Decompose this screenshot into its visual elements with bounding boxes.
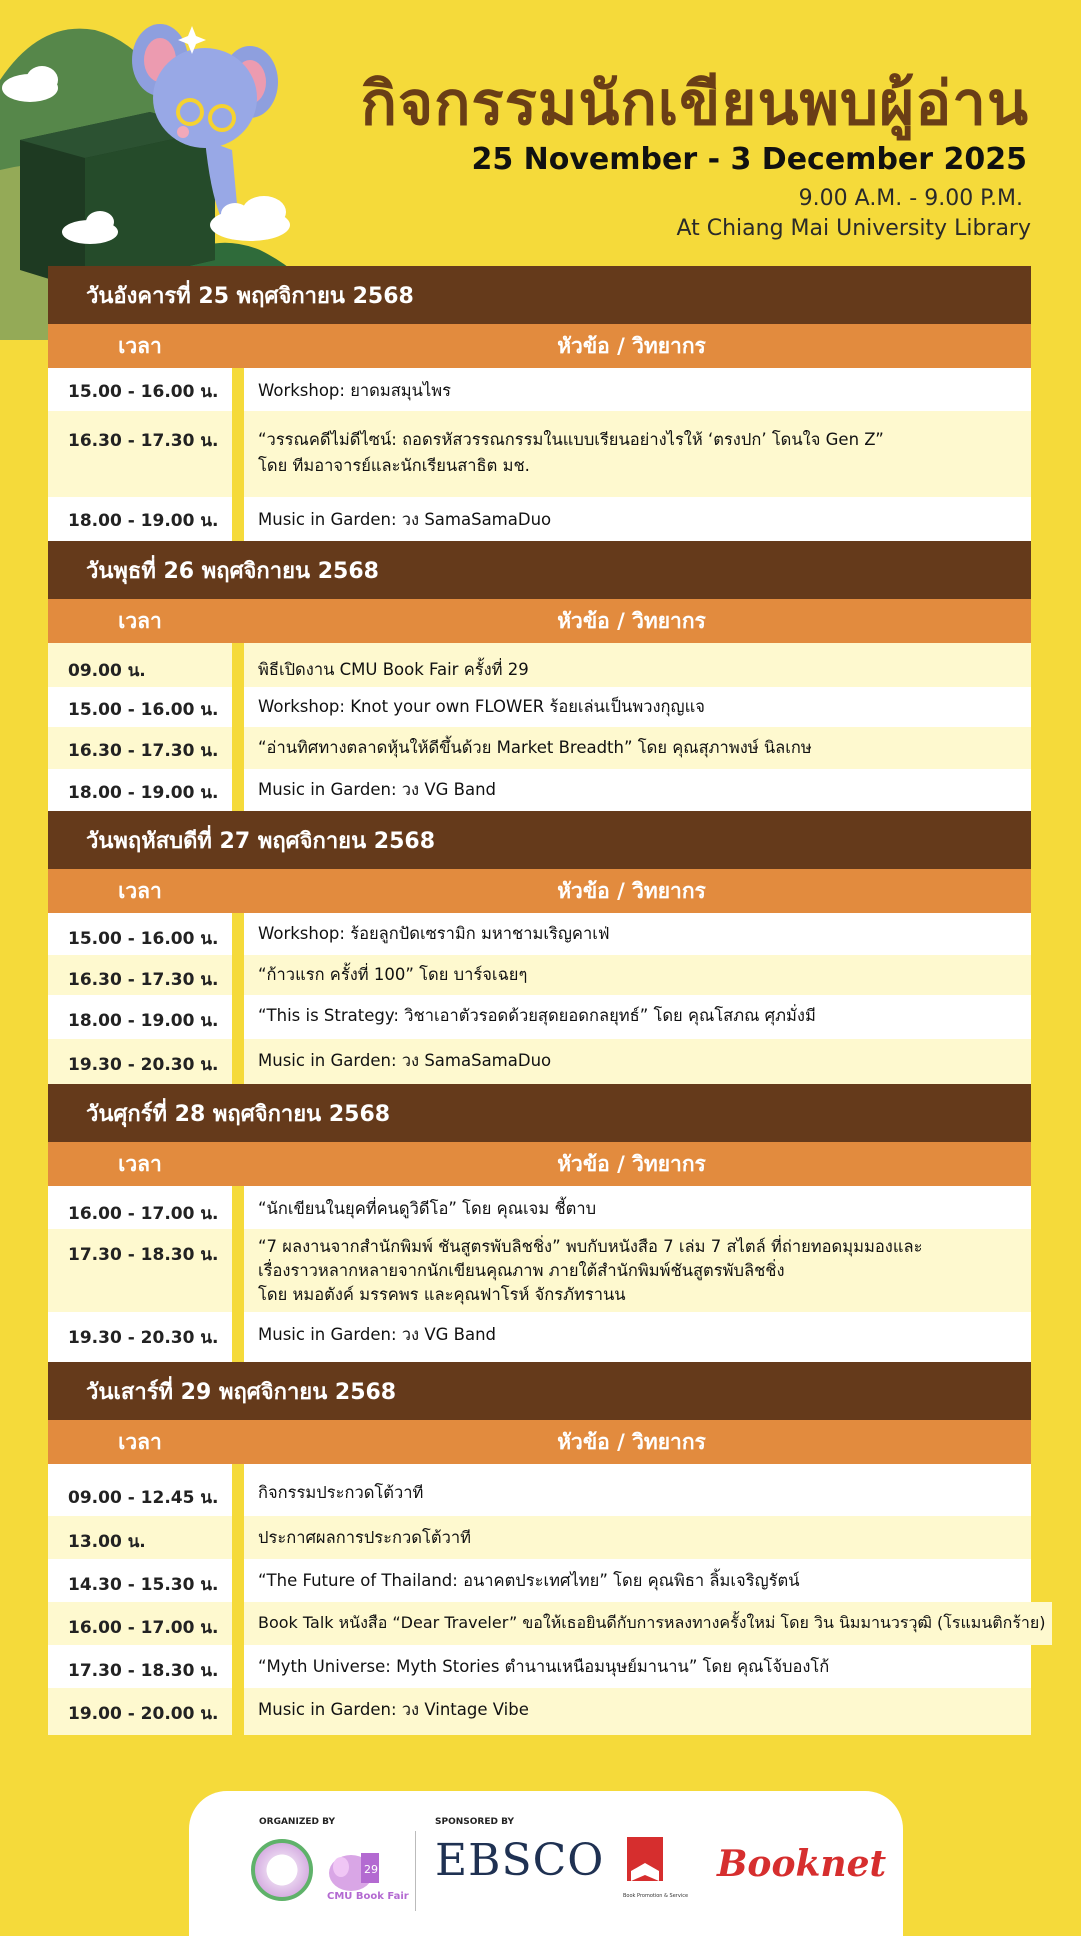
session-time: 16.30 - 17.30 น. <box>48 727 232 769</box>
session-topic: Book Talk หนังสือ “Dear Traveler” ขอให้เธอยินดีกับการหลงทางครั้งใหม่ โดย วิน นิมมานวรวุฒิ (โรแมนติกร้าย) <box>244 1602 1052 1645</box>
session-row <box>48 411 1031 497</box>
sponsor-footer <box>189 1791 903 1936</box>
day-header: วันอังคารที่ 25 พฤศจิกายน 2568 <box>48 266 1031 324</box>
session-row <box>48 1464 1031 1516</box>
column-header-time: เวลา <box>118 608 162 633</box>
session-topic: พิธีเปิดงาน CMU Book Fair ครั้งที่ 29 <box>244 643 1031 687</box>
sponsored-by-label: SPONSORED BY <box>435 1817 514 1827</box>
book-promotion-caption: Book Promotion & Service <box>623 1893 689 1899</box>
session-row <box>48 1186 1031 1229</box>
session-topic: “7 ผลงานจากสำนักพิมพ์ ชันสูตรพับลิชชิ่ง” พบกับหนังสือ 7 เล่ม 7 สไตล์ ที่ถ่ายทอดมุมมองและ เรื่องราวหลากหลายจากนักเขียนคุณภาพ ภายใต้สำนักพิมพ์ชันสูตรพับลิชชิ่ง โดย หมอตังค์ มรรคพร และคุณฟาโรห์ จักรภัทรานน <box>244 1229 1031 1312</box>
session-time: 16.30 - 17.30 น. <box>48 411 232 497</box>
column-header-time: เวลา <box>118 1429 162 1454</box>
session-topic: “This is Strategy: วิชาเอาตัวรอดด้วยสุดยอดกลยุทธ์” โดย คุณโสภณ ศุภมั่งมี <box>244 995 1031 1039</box>
organized-by-label: ORGANIZED BY <box>259 1817 335 1827</box>
column-header-topic: หัวข้อ / วิทยากร <box>557 878 706 903</box>
event-dates: 25 November - 3 December 2025 <box>471 142 1027 177</box>
column-header-topic: หัวข้อ / วิทยากร <box>557 333 706 358</box>
session-row <box>48 643 1031 687</box>
session-time: 13.00 น. <box>48 1516 232 1559</box>
session-topic: Workshop: Knot your own FLOWER ร้อยเล่นเป็นพวงกุญแจ <box>244 687 1031 727</box>
session-row <box>48 955 1031 995</box>
booknet-logo: Booknet <box>717 1843 887 1885</box>
session-row <box>48 1559 1031 1602</box>
session-time: 14.30 - 15.30 น. <box>48 1559 232 1602</box>
column-header-topic: หัวข้อ / วิทยากร <box>557 1151 706 1176</box>
event-time: 9.00 A.M. - 9.00 P.M. <box>798 186 1023 211</box>
session-time: 17.30 - 18.30 น. <box>48 1645 232 1688</box>
session-row <box>48 1229 1031 1312</box>
session-topic: Music in Garden: วง VG Band <box>244 1312 1031 1362</box>
session-time: 17.30 - 18.30 น. <box>48 1229 232 1312</box>
session-topic: ประกาศผลการประกวดโต้วาที <box>244 1516 1031 1559</box>
session-topic: “Myth Universe: Myth Stories ตำนานเหนือมนุษย์มานาน” โดย คุณโจ้บองโก้ <box>244 1645 1031 1688</box>
session-topic: “ก้าวแรก ครั้งที่ 100” โดย บาร์จเฉยๆ <box>244 955 1031 995</box>
session-row <box>48 1688 1031 1735</box>
session-topic: Music in Garden: วง VG Band <box>244 769 1031 811</box>
session-time: 19.30 - 20.30 น. <box>48 1312 232 1362</box>
session-time: 16.00 - 17.00 น. <box>48 1602 232 1645</box>
cmu-logo-number: 29 <box>364 1863 378 1876</box>
day-header: วันพุธที่ 26 พฤศจิกายน 2568 <box>48 541 1031 599</box>
column-header-row <box>48 1142 1031 1186</box>
column-header-row <box>48 324 1031 368</box>
session-row <box>48 1602 1046 1645</box>
session-row <box>48 913 1031 955</box>
session-time: 18.00 - 19.00 น. <box>48 497 232 541</box>
schedule-table <box>48 266 1046 1735</box>
session-topic: “นักเขียนในยุคที่คนดูวิดีโอ” โดย คุณเจม ชี้ตาบ <box>244 1186 1031 1229</box>
session-topic: กิจกรรมประกวดโต้วาที <box>244 1464 1031 1516</box>
session-time: 18.00 - 19.00 น. <box>48 995 232 1039</box>
column-header-time: เวลา <box>118 1151 162 1176</box>
session-time: 09.00 น. <box>48 643 232 687</box>
session-time: 19.30 - 20.30 น. <box>48 1039 232 1084</box>
session-time: 15.00 - 16.00 น. <box>48 687 232 727</box>
session-row <box>48 368 1031 411</box>
session-row <box>48 1516 1031 1559</box>
session-topic: “อ่านทิศทางตลาดหุ้นให้ดีขึ้นด้วย Market Breadth” โดย คุณสุภาพงษ์ นิลเกษ <box>244 727 1031 769</box>
session-topic: “วรรณคดีไม่ดีไซน์: ถอดรหัสวรรณกรรมในแบบเรียนอย่างไรให้ ‘ตรงปก’ โดนใจ Gen Z” โดย ทีมอาจารย์และนักเรียนสาธิต มช. <box>244 411 1031 497</box>
day-header: วันศุกร์ที่ 28 พฤศจิกายน 2568 <box>48 1084 1031 1142</box>
session-topic: Music in Garden: วง SamaSamaDuo <box>244 1039 1031 1084</box>
session-row <box>48 687 1031 727</box>
column-header-topic: หัวข้อ / วิทยากร <box>557 1429 706 1454</box>
session-topic: Workshop: ยาดมสมุนไพร <box>244 368 1031 411</box>
session-row <box>48 769 1031 811</box>
column-header-time: เวลา <box>118 333 162 358</box>
session-topic: Workshop: ร้อยลูกปัดเซรามิก มหาชามเริญคาเฟ่ <box>244 913 1031 955</box>
session-time: 15.00 - 16.00 น. <box>48 368 232 411</box>
session-row <box>48 497 1031 541</box>
ebsco-logo: EBSCO <box>435 1835 605 1886</box>
session-time: 15.00 - 16.00 น. <box>48 913 232 955</box>
column-header-row <box>48 869 1031 913</box>
column-header-row <box>48 599 1031 643</box>
column-header-row <box>48 1420 1031 1464</box>
event-venue: At Chiang Mai University Library <box>676 216 1031 241</box>
session-topic: Music in Garden: วง SamaSamaDuo <box>244 497 1031 541</box>
session-row <box>48 1645 1031 1688</box>
session-time: 19.00 - 20.00 น. <box>48 1688 232 1735</box>
session-topic: Music in Garden: วง Vintage Vibe <box>244 1688 1031 1735</box>
session-row <box>48 1039 1031 1084</box>
hero-banner <box>0 0 1081 270</box>
session-time: 09.00 - 12.45 น. <box>48 1464 232 1516</box>
session-row <box>48 995 1031 1039</box>
footer-divider <box>415 1831 416 1911</box>
session-topic: “The Future of Thailand: อนาคตประเทศไทย” โดย คุณพิธา ลิ้มเจริญรัตน์ <box>244 1559 1031 1602</box>
column-header-time: เวลา <box>118 878 162 903</box>
day-header: วันพฤหัสบดีที่ 27 พฤศจิกายน 2568 <box>48 811 1031 869</box>
session-time: 16.00 - 17.00 น. <box>48 1186 232 1229</box>
session-time: 18.00 - 19.00 น. <box>48 769 232 811</box>
university-crest-logo <box>251 1839 313 1901</box>
session-time: 16.30 - 17.30 น. <box>48 955 232 995</box>
column-header-topic: หัวข้อ / วิทยากร <box>557 608 706 633</box>
day-header: วันเสาร์ที่ 29 พฤศจิกายน 2568 <box>48 1362 1031 1420</box>
page-title: กิจกรรมนักเขียนพบผู้อ่าน <box>360 69 1029 139</box>
cmu-book-fair-text: CMU Book Fair <box>327 1891 409 1902</box>
book-promotion-logo <box>623 1835 689 1905</box>
session-row <box>48 727 1031 769</box>
session-row <box>48 1312 1031 1362</box>
